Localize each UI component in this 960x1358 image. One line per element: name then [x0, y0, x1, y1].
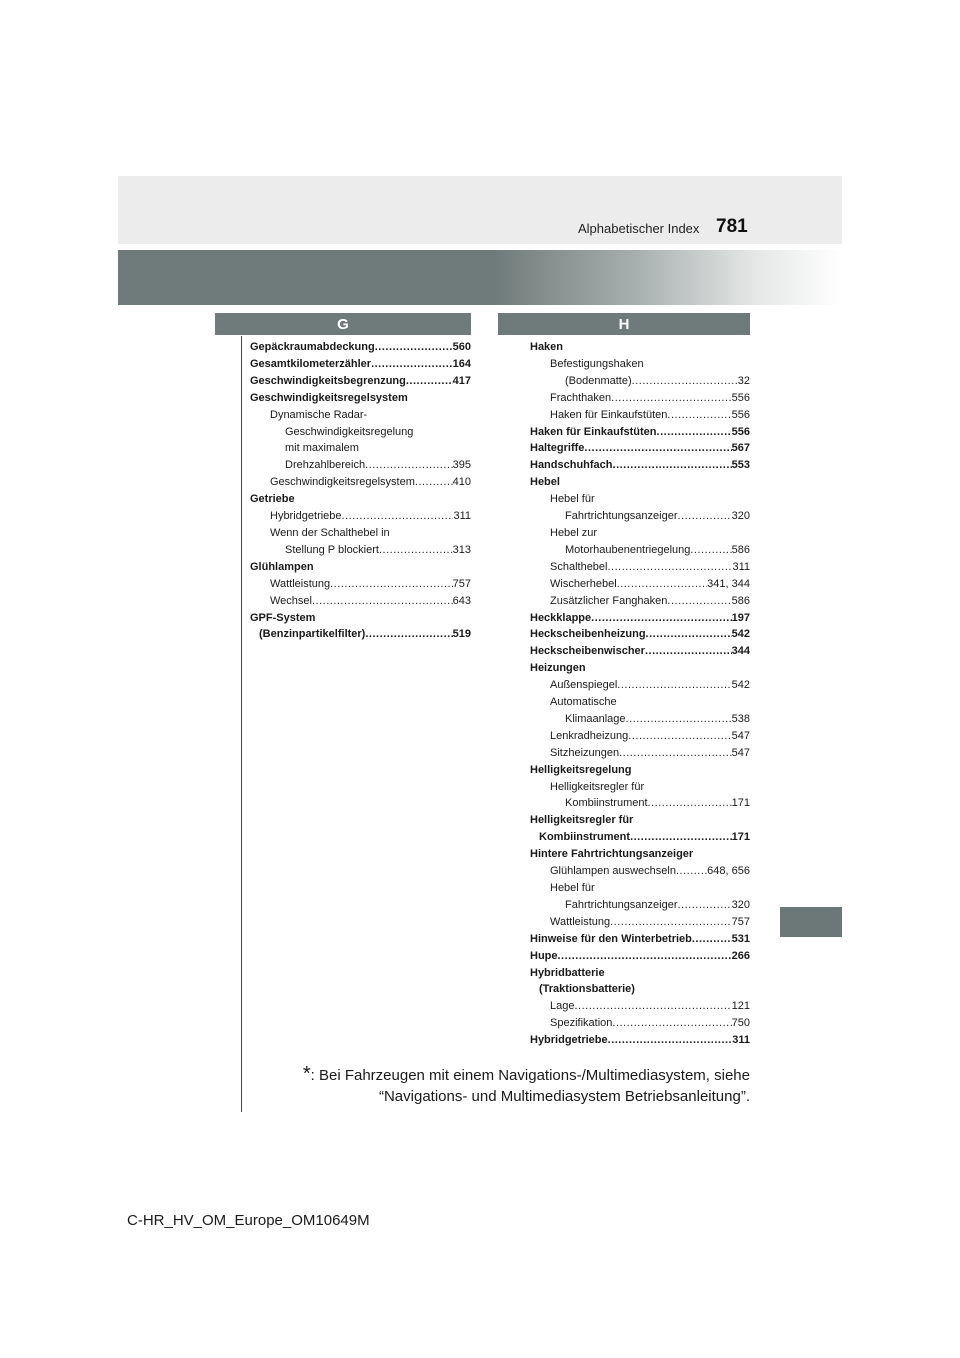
index-entry: [530, 694, 750, 711]
index-entry: [530, 457, 750, 474]
index-entry: [530, 643, 750, 660]
entry-term: Haken für Einkaufstüten: [550, 408, 668, 421]
entry-page-ref: 311: [732, 1034, 750, 1047]
entry-term: Helligkeitsregelung: [530, 763, 632, 776]
index-entry: [530, 795, 750, 812]
column-divider-line: [241, 336, 242, 1112]
entry-term: Hybridgetriebe: [530, 1034, 608, 1047]
entry-term: Schalthebel: [550, 560, 608, 573]
dot-leader: [678, 508, 732, 525]
entry-page-ref: 344: [731, 645, 750, 658]
index-entry: [530, 626, 750, 643]
footnote-line-1: [303, 1064, 750, 1086]
section-header-g: G: [215, 313, 471, 335]
index-entry: [530, 863, 750, 880]
entry-page-ref: 395: [452, 459, 471, 472]
entry-page-ref: 643: [452, 594, 471, 607]
page-number: 781: [716, 216, 748, 237]
dot-leader: [617, 576, 708, 593]
entry-page-ref: 266: [731, 949, 750, 962]
dot-leader: [379, 542, 453, 559]
dot-leader: [667, 407, 731, 424]
entry-term: Geschwindigkeitsbegrenzung: [250, 374, 406, 387]
entry-page-ref: 542: [731, 679, 750, 692]
entry-term: (Bodenmatte): [565, 374, 632, 387]
entry-term: Geschwindigkeitsregelsystem: [250, 391, 408, 404]
entry-page-ref: 121: [731, 1000, 750, 1013]
entry-term: Lenkradheizung: [550, 729, 629, 742]
entry-page-ref: 32: [737, 374, 750, 387]
footnote-marker: *: [302, 1063, 311, 1085]
entry-term: Helligkeitsregler für: [550, 780, 645, 793]
index-entry: [530, 745, 750, 762]
entry-page-ref: 417: [452, 374, 471, 387]
index-entry: [250, 508, 471, 525]
entry-page-ref: 197: [731, 611, 750, 624]
index-entry: [530, 593, 750, 610]
index-entry: [530, 965, 750, 982]
entry-page-ref: 586: [731, 543, 750, 556]
entry-term: Wechsel: [270, 594, 312, 607]
index-entry: [530, 998, 750, 1015]
index-entry: [250, 610, 471, 627]
index-entry: [530, 812, 750, 829]
entry-term: Helligkeitsregler für: [530, 814, 634, 827]
dot-leader: [406, 373, 453, 390]
document-id: C-HR_HV_OM_Europe_OM10649M: [127, 1212, 370, 1229]
entry-term: Glühlampen: [250, 560, 314, 573]
entry-page-ref: 311: [732, 560, 750, 573]
index-entry: [530, 339, 750, 356]
dot-leader: [558, 948, 732, 965]
index-entry: [530, 559, 750, 576]
dot-leader: [342, 508, 454, 525]
entry-term: Frachthaken: [550, 391, 612, 404]
index-entry: [530, 762, 750, 779]
index-entry: [530, 711, 750, 728]
dot-leader: [584, 440, 731, 457]
entry-term: Zusätzlicher Fanghaken: [550, 594, 668, 607]
index-entry: [530, 931, 750, 948]
entry-page-ref: 320: [731, 898, 750, 911]
entry-term: Hebel: [530, 476, 560, 489]
dot-leader: [628, 728, 731, 745]
dot-leader: [371, 356, 453, 373]
entry-term: Hinweise für den Winterbetrieb: [530, 932, 692, 945]
header-gradient-band: [118, 250, 842, 305]
entry-page-ref: 171: [731, 797, 750, 810]
dot-leader: [657, 424, 732, 441]
index-entry: [530, 373, 750, 390]
entry-term: Sitzheizungen: [550, 746, 620, 759]
dot-leader: [630, 829, 732, 846]
entry-page-ref: 567: [731, 442, 750, 455]
index-entry: [250, 542, 471, 559]
dot-leader: [648, 795, 732, 812]
entry-page-ref: 547: [731, 729, 750, 742]
entry-term: Haken für Einkaufstüten: [530, 425, 657, 438]
dot-leader: [612, 1015, 731, 1032]
entry-page-ref: 547: [731, 746, 750, 759]
index-entry: [250, 424, 471, 441]
entry-term: Kombiinstrument: [539, 831, 631, 844]
entry-page-ref: 648, 656: [707, 865, 750, 878]
entry-page-ref: 538: [731, 712, 750, 725]
index-entry: [530, 424, 750, 441]
index-entry: [530, 576, 750, 593]
dot-leader: [610, 914, 732, 931]
entry-term: Hupe: [530, 949, 558, 962]
entry-term: mit maximalem: [285, 442, 359, 455]
index-column-h: [530, 339, 750, 1049]
dot-leader: [645, 643, 732, 660]
entry-term: Drehzahlbereich: [285, 459, 366, 472]
index-entry: [250, 440, 471, 457]
index-entry: [250, 339, 471, 356]
entry-page-ref: 757: [452, 577, 471, 590]
entry-term: Fahrtrichtungsanzeiger: [565, 898, 678, 911]
entry-term: Hebel zur: [550, 526, 598, 539]
index-entry: [530, 779, 750, 796]
index-entry: [530, 390, 750, 407]
index-entry: [530, 491, 750, 508]
entry-term: Heizungen: [530, 662, 586, 675]
entry-term: Gesamtkilometerzähler: [250, 357, 372, 370]
section-header-h: H: [498, 313, 750, 335]
entry-term: Spezifikation: [550, 1017, 613, 1030]
entry-term: Heckklappe: [530, 611, 592, 624]
entry-term: Heckscheibenheizung: [530, 628, 646, 641]
entry-term: Stellung P blockiert: [285, 543, 379, 556]
index-entry: [250, 491, 471, 508]
entry-term: Geschwindigkeitsregelung: [285, 425, 414, 438]
entry-term: (Benzinpartikelfilter): [259, 628, 366, 641]
index-entry: [250, 356, 471, 373]
footnote-line-2: “Navigations- und Multimediasystem Betriebsanleitung”.: [378, 1088, 750, 1105]
entry-page-ref: 410: [452, 476, 471, 489]
entry-term: Gepäckraumabdeckung: [250, 341, 375, 353]
dot-leader: [667, 593, 731, 610]
entry-page-ref: 556: [731, 408, 750, 421]
index-entry: [250, 626, 471, 643]
index-entry: [530, 660, 750, 677]
dot-leader: [617, 677, 731, 694]
index-entry: [250, 390, 471, 407]
entry-term: Automatische: [550, 696, 617, 709]
entry-page-ref: 519: [452, 628, 471, 641]
index-entry: [530, 948, 750, 965]
index-entry: [530, 728, 750, 745]
dot-leader: [690, 542, 731, 559]
index-entry: [530, 542, 750, 559]
entry-term: Außenspiegel: [550, 679, 618, 692]
index-entry: [530, 981, 750, 998]
index-entry: [530, 407, 750, 424]
entry-term: Glühlampen auswechseln: [550, 865, 676, 878]
dot-leader: [626, 711, 732, 728]
dot-leader: [330, 576, 453, 593]
dot-leader: [415, 474, 453, 491]
entry-term: Handschuhfach: [530, 459, 613, 472]
dot-leader: [646, 626, 732, 643]
entry-page-ref: 553: [731, 459, 750, 472]
index-entry: [530, 897, 750, 914]
index-entry: [250, 593, 471, 610]
entry-page-ref: 586: [731, 594, 750, 607]
dot-leader: [365, 626, 452, 643]
index-entry: [530, 677, 750, 694]
index-entry: [530, 610, 750, 627]
entry-term: Geschwindigkeitsregelsystem: [270, 476, 415, 489]
index-entry: [530, 356, 750, 373]
entry-term: Dynamische Radar-: [270, 408, 368, 421]
entry-term: Motorhaubenentriegelung: [565, 543, 691, 556]
entry-term: Kombiinstrument: [565, 797, 648, 810]
index-entry: [530, 525, 750, 542]
entry-page-ref: 757: [731, 915, 750, 928]
entry-page-ref: 556: [731, 391, 750, 404]
index-entry: [530, 508, 750, 525]
index-entry: [530, 1032, 750, 1049]
entry-page-ref: 171: [731, 831, 750, 844]
index-entry: [250, 373, 471, 390]
entry-page-ref: 531: [731, 932, 750, 945]
chapter-side-tab: [780, 907, 842, 937]
dot-leader: [591, 610, 731, 627]
index-entry: [530, 440, 750, 457]
entry-term: Fahrtrichtungsanzeiger: [565, 510, 678, 523]
index-entry: [530, 914, 750, 931]
dot-leader: [574, 998, 731, 1015]
dot-leader: [678, 897, 732, 914]
entry-page-ref: 542: [731, 628, 750, 641]
entry-page-ref: 750: [731, 1017, 750, 1030]
index-entry: [250, 407, 471, 424]
entry-term: Haltegriffe: [530, 442, 585, 455]
dot-leader: [619, 745, 732, 762]
index-entry: [530, 880, 750, 897]
entry-term: GPF-System: [250, 611, 316, 624]
dot-leader: [692, 931, 732, 948]
entry-page-ref: 311: [453, 510, 471, 523]
footnote: [303, 1064, 750, 1107]
dot-leader: [365, 457, 453, 474]
dot-leader: [608, 1032, 733, 1049]
footnote-text-1: : Bei Fahrzeugen mit einem Navigations-/Multimediasystem, siehe: [310, 1067, 750, 1084]
entry-term: Heckscheibenwischer: [530, 645, 645, 658]
index-entry: [530, 829, 750, 846]
entry-term: Haken: [530, 341, 564, 353]
index-entry: [530, 846, 750, 863]
index-entry: [250, 559, 471, 576]
index-column-g: [250, 339, 471, 643]
entry-term: Wattleistung: [270, 577, 331, 590]
entry-term: (Traktionsbatterie): [539, 983, 635, 996]
entry-page-ref: 320: [731, 510, 750, 523]
entry-term: Wischerhebel: [550, 577, 617, 590]
dot-leader: [375, 339, 453, 356]
entry-term: Wattleistung: [550, 915, 611, 928]
entry-term: Hintere Fahrtrichtungsanzeiger: [530, 848, 694, 861]
dot-leader: [613, 457, 732, 474]
index-entry: [250, 474, 471, 491]
entry-term: Hebel für: [550, 882, 595, 894]
dot-leader: [312, 593, 453, 610]
index-entry: [250, 576, 471, 593]
index-entry: [530, 1015, 750, 1032]
header-title: Alphabetischer Index: [578, 221, 700, 236]
entry-term: Lage: [550, 1000, 575, 1013]
index-entry: [250, 457, 471, 474]
entry-page-ref: 556: [731, 425, 750, 438]
entry-term: Hybridbatterie: [530, 966, 605, 979]
entry-page-ref: 341, 344: [707, 577, 750, 590]
entry-term: Klimaanlage: [565, 712, 626, 725]
entry-page-ref: 313: [452, 543, 471, 556]
dot-leader: [632, 373, 738, 390]
dot-leader: [611, 390, 731, 407]
entry-term: Hebel für: [550, 493, 595, 506]
dot-leader: [608, 559, 733, 576]
index-entry: [530, 474, 750, 491]
entry-term: Befestigungshaken: [550, 357, 644, 370]
index-entry: [250, 525, 471, 542]
dot-leader: [676, 863, 707, 880]
entry-page-ref: 560: [452, 341, 471, 353]
entry-term: Hybridgetriebe: [270, 510, 342, 523]
entry-term: Getriebe: [250, 493, 295, 506]
entry-term: Wenn der Schalthebel in: [270, 526, 390, 539]
entry-page-ref: 164: [452, 357, 471, 370]
